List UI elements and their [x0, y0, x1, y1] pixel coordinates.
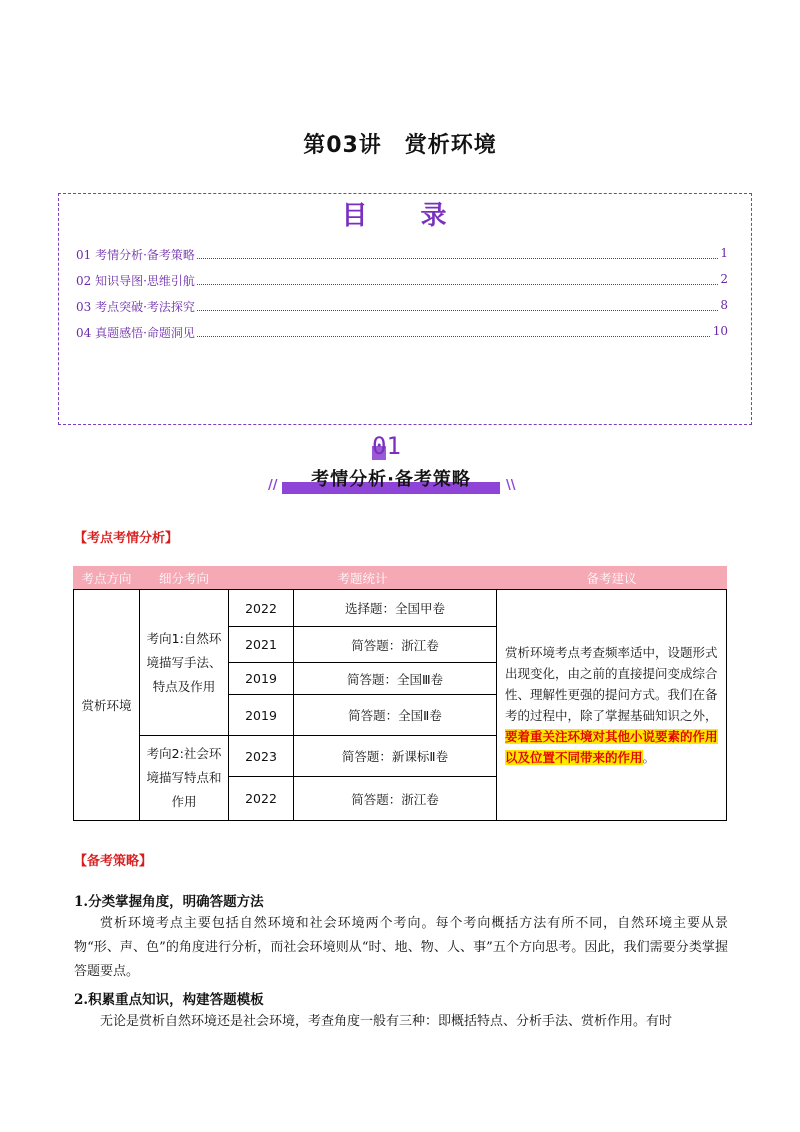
strategy-subheading: 1.分类掌握角度，明确答题方法 [74, 894, 264, 910]
toc-entry-label: 04 真题感悟·命题洞见 [76, 326, 195, 340]
exam-cell: 简答题：浙江卷 [294, 627, 497, 663]
toc-entry[interactable] [76, 246, 728, 264]
toc-entry[interactable] [76, 298, 728, 316]
year-cell: 2023 [229, 736, 294, 777]
page-title: 第03讲 赏析环境 [303, 133, 497, 158]
toc-heading: 目 录 [341, 201, 469, 231]
toc-entry-label: 02 知识导图·思维引航 [76, 274, 195, 288]
section-number: 01 [372, 432, 401, 460]
sub-direction-cell: 考向1:自然环境描写手法、特点及作用 [140, 590, 229, 736]
toc-entry-page: 2 [720, 272, 728, 286]
year-cell: 2022 [229, 777, 294, 821]
table-row [74, 590, 727, 627]
exam-cell: 选择题：全国甲卷 [294, 590, 497, 627]
toc-entry-page: 8 [720, 298, 728, 312]
analysis-heading: 【考点考情分析】 [74, 531, 179, 546]
toc-entry-label: 01 考情分析·备考策略 [76, 248, 195, 262]
advice-highlight: 要着重关注环境对其他小说要素的作用以及位置不同带来的作用 [505, 729, 718, 765]
table-header: 细分考向 [140, 567, 229, 590]
advice-cell [497, 590, 727, 821]
advice-end: 。 [642, 750, 656, 765]
toc-entry[interactable] [76, 324, 728, 342]
table-header: 考题统计 [229, 567, 497, 590]
section-title: 考情分析·备考策略 [311, 469, 471, 490]
table-header-row [74, 567, 727, 590]
toc-entry[interactable] [76, 272, 728, 290]
table-header: 考点方向 [74, 567, 140, 590]
year-cell: 2022 [229, 590, 294, 627]
left-slash-decoration: // [268, 478, 278, 493]
year-cell: 2019 [229, 663, 294, 695]
toc-entry-page: 1 [720, 246, 728, 260]
exam-analysis-table [73, 566, 727, 821]
exam-cell: 简答题：浙江卷 [294, 777, 497, 821]
year-cell: 2019 [229, 695, 294, 736]
table-header: 备考建议 [497, 567, 727, 590]
toc-entry-page: 10 [712, 324, 728, 338]
right-slash-decoration: \\ [506, 478, 516, 493]
strategy-heading: 【备考策略】 [74, 854, 153, 869]
exam-cell: 简答题：全国Ⅱ卷 [294, 695, 497, 736]
strategy-subheading: 2.积累重点知识，构建答题模板 [74, 992, 264, 1008]
exam-cell: 简答题：全国Ⅲ卷 [294, 663, 497, 695]
direction-cell: 赏析环境 [74, 590, 140, 821]
exam-cell: 简答题：新课标Ⅱ卷 [294, 736, 497, 777]
strategy-paragraph: 无论是赏析自然环境还是社会环境，考查角度一般有三种：即概括特点、分析手法、赏析作用。有时 [100, 1014, 673, 1029]
toc-entry-label: 03 考点突破·考法探究 [76, 300, 195, 314]
advice-text: 赏析环境考点考查频率适中，设题形式出现变化，由之前的直接提问变成综合性、理解性更强的提问方式。我们在备考的过程中，除了掌握基础知识之外， [505, 645, 718, 723]
year-cell: 2021 [229, 627, 294, 663]
strategy-paragraph: 赏析环境考点主要包括自然环境和社会环境两个考向。每个考向概括方法有所不同，自然环境主要从景物“形、声、色”的角度进行分析，而社会环境则从“时、地、物、人、事”五个方向思考。因此，我们需要分类掌握答题要点。 [74, 916, 728, 979]
sub-direction-cell: 考向2:社会环境描写特点和作用 [140, 736, 229, 821]
